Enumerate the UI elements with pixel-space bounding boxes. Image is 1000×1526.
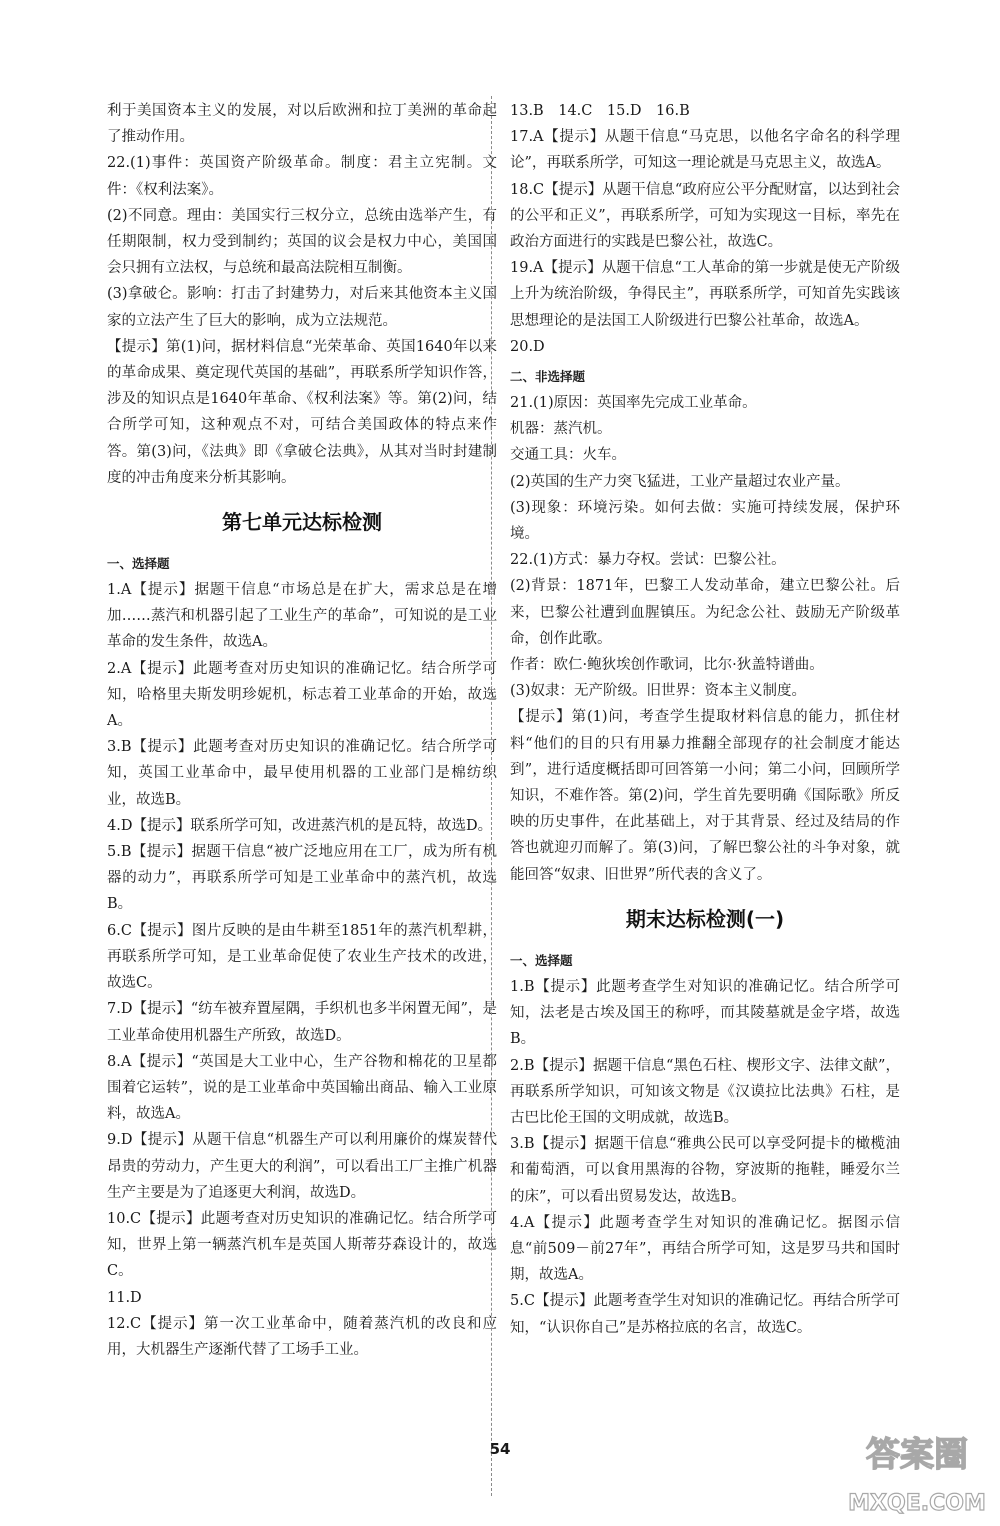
watermark-logo [842, 1410, 992, 1522]
page-number: 54 [489, 1440, 511, 1458]
subsection-heading: 一、选择题 [107, 556, 170, 572]
answer-paragraph: 21.(1)原因：英国率先完成工业革命。 [510, 395, 757, 412]
answer-paragraph: 1.B【提示】此题考查学生对知识的准确记忆。结合所学可知，法老是古埃及国王的称呼，而其陵墓就是金字塔，故选B。 [510, 978, 900, 1048]
answer-paragraph: 交通工具：火车。 [510, 447, 626, 464]
answer-paragraph: 5.C【提示】此题考查学生对知识的准确记忆。再结合所学可知，“认识你自己”是苏格拉底的名言，故选C。 [510, 1293, 900, 1336]
answer-paragraph: 【提示】第(1)问，考查学生提取材料信息的能力，抓住材料“他们的目的只有用暴力推翻全部现存的社会制度才能达到”，进行适度概括即可回答第一小问；第二小问，回顾所学知识，不难作答。第(2)问，学生首先要明确《国际歌》所反映的历史事件，在此基础上，对于其背景、经过及结局的作答也就迎刃而解了。第(3)问，了解巴黎公社的斗争对象，就能回答“奴隶、旧世界”所代表的含义了。 [510, 709, 900, 883]
answer-paragraph: 11.D [107, 1289, 142, 1306]
answer-paragraph: 22.(1)事件：英国资产阶级革命。制度：君主立宪制。文件：《权利法案》。 [107, 155, 497, 198]
answer-paragraph: 5.B【提示】据题干信息“被广泛地应用在工厂，成为所有机器的动力”，再联系所学可知是工业革命中的蒸汽机，故选B。 [107, 844, 497, 913]
watermark-bottom-text: MXQE.COM [848, 1491, 986, 1516]
left-column [107, 98, 497, 1363]
answer-paragraph: 作者：欧仁·鲍狄埃创作歌词，比尔·狄盖特谱曲。 [510, 657, 824, 674]
subsection-heading: 一、选择题 [510, 952, 573, 968]
answer-paragraph: 7.D【提示】“纺车被弃置屋隅，手织机也多半闲置无闻”，是工业革命使用机器生产所致，故选D。 [107, 1001, 497, 1044]
answer-paragraph: 18.C【提示】从题干信息“政府应公平分配财富，以达到社会的公平和正义”，再联系所学，可知为实现这一目标，率先在政治方面进行的实践是巴黎公社，故选C。 [510, 181, 900, 251]
section-heading: 第七单元达标检测 [222, 510, 382, 535]
answer-paragraph: 17.A【提示】从题干信息“马克思，以他名字命名的科学理论”，再联系所学，可知这一理论就是马克思主义，故选A。 [510, 129, 900, 172]
answer-paragraph: 利于美国资本主义的发展，对以后欧洲和拉丁美洲的革命起了推动作用。 [107, 103, 497, 146]
answer-paragraph: 10.C【提示】此题考查对历史知识的准确记忆。结合所学可知，世界上第一辆蒸汽机车是英国人斯蒂芬森设计的，故选C。 [107, 1210, 497, 1280]
answer-paragraph: 8.A【提示】“英国是大工业中心，生产谷物和棉花的卫星都围着它运转”，说的是工业革命中英国输出商品、输入工业原料，故选A。 [107, 1053, 497, 1123]
answer-paragraph: 20.D [510, 338, 545, 355]
answer-paragraph: 2.B【提示】据题干信息“黑色石柱、楔形文字、法律文献”，再联系所学知识，可知该文物是《汉谟拉比法典》石柱，是古巴比伦王国的文明成就，故选B。 [510, 1057, 900, 1126]
answer-paragraph: 22.(1)方式：暴力夺权。尝试：巴黎公社。 [510, 552, 786, 569]
answer-paragraph: 3.B【提示】此题考查对历史知识的准确记忆。结合所学可知，英国工业革命中，最早使用机器的工业部门是棉纺织业，故选B。 [107, 739, 497, 808]
right-column [510, 98, 900, 1341]
answer-paragraph: (3)现象：环境污染。如何去做：实施可持续发展，保护环境。 [510, 499, 900, 543]
answer-paragraph: 13.B 14.C 15.D 16.B [510, 103, 690, 119]
answer-paragraph: (2)背景：1871年，巴黎工人发动革命，建立巴黎公社。后来，巴黎公社遭到血腥镇压。为纪念公社、鼓励无产阶级革命，创作此歌。 [510, 578, 900, 647]
answer-paragraph: 【提示】第(1)问，据材料信息“光荣革命、英国1640年以来的革命成果、奠定现代英国的基础”，再联系所学知识作答，涉及的知识点是1640年革命、《权利法案》等。第(2)问，结合所学可知，这种观点不对，可结合美国政体的特点来作答。第(3)问，《法典》即《拿破仑法典》，从其对当时封建制度的冲击角度来分析其影响。 [107, 338, 497, 486]
watermark-top-text: 答案圈 [866, 1435, 968, 1475]
answer-paragraph: 4.A【提示】此题考查学生对知识的准确记忆。据图示信息“前509－前27年”，再结合所学可知，这是罗马共和国时期，故选A。 [510, 1214, 900, 1284]
answer-paragraph: 机器：蒸汽机。 [510, 421, 612, 438]
section-heading: 期末达标检测(一) [625, 906, 785, 931]
column-divider [491, 96, 492, 1496]
answer-paragraph: (3)奴隶：无产阶级。旧世界：资本主义制度。 [510, 683, 807, 700]
answer-paragraph: (3)拿破仑。影响：打击了封建势力，对后来其他资本主义国家的立法产生了巨大的影响，成为立法规范。 [107, 286, 497, 329]
answer-paragraph: 4.D【提示】联系所学可知，改进蒸汽机的是瓦特，故选D。 [107, 817, 493, 834]
answer-paragraph: 19.A【提示】从题干信息“工人革命的第一步就是使无产阶级上升为统治阶级，争得民主”，再联系所学，可知首先实践该思想理论的是法国工人阶级进行巴黎公社革命，故选A。 [510, 260, 900, 329]
answer-paragraph: 6.C【提示】图片反映的是由牛耕至1851年的蒸汽机犁耕，再联系所学可知，是工业革命促使了农业生产技术的改进，故选C。 [107, 922, 497, 992]
answer-paragraph: 9.D【提示】从题干信息“机器生产可以利用廉价的煤炭替代昂贵的劳动力，产生更大的利润”，可以看出工厂主推广机器生产主要是为了追逐更大利润，故选D。 [107, 1132, 497, 1201]
answer-paragraph: 12.C【提示】第一次工业革命中，随着蒸汽机的改良和应用，大机器生产逐渐代替了工场手工业。 [107, 1315, 497, 1358]
answer-paragraph: 1.A【提示】据题干信息“市场总是在扩大，需求总是在增加……蒸汽和机器引起了工业生产的革命”，可知说的是工业革命的发生条件，故选A。 [107, 582, 497, 651]
answer-paragraph: 2.A【提示】此题考查对历史知识的准确记忆。结合所学可知，哈格里夫斯发明珍妮机，标志着工业革命的开始，故选A。 [107, 660, 497, 730]
answer-paragraph: 3.B【提示】据题干信息“雅典公民可以享受阿提卡的橄榄油和葡萄酒，可以食用黑海的谷物，穿波斯的拖鞋，睡爱尔兰的床”，可以看出贸易发达，故选B。 [510, 1136, 900, 1205]
answer-paragraph: (2)不同意。理由：美国实行三权分立，总统由选举产生，有任期限制，权力受到制约；英国的议会是权力中心，美国国会只拥有立法权，与总统和最高法院相互制衡。 [107, 207, 497, 277]
answer-paragraph: (2)英国的生产力突飞猛进，工业产量超过农业产量。 [510, 473, 850, 490]
subsection-heading: 二、非选择题 [510, 369, 586, 385]
